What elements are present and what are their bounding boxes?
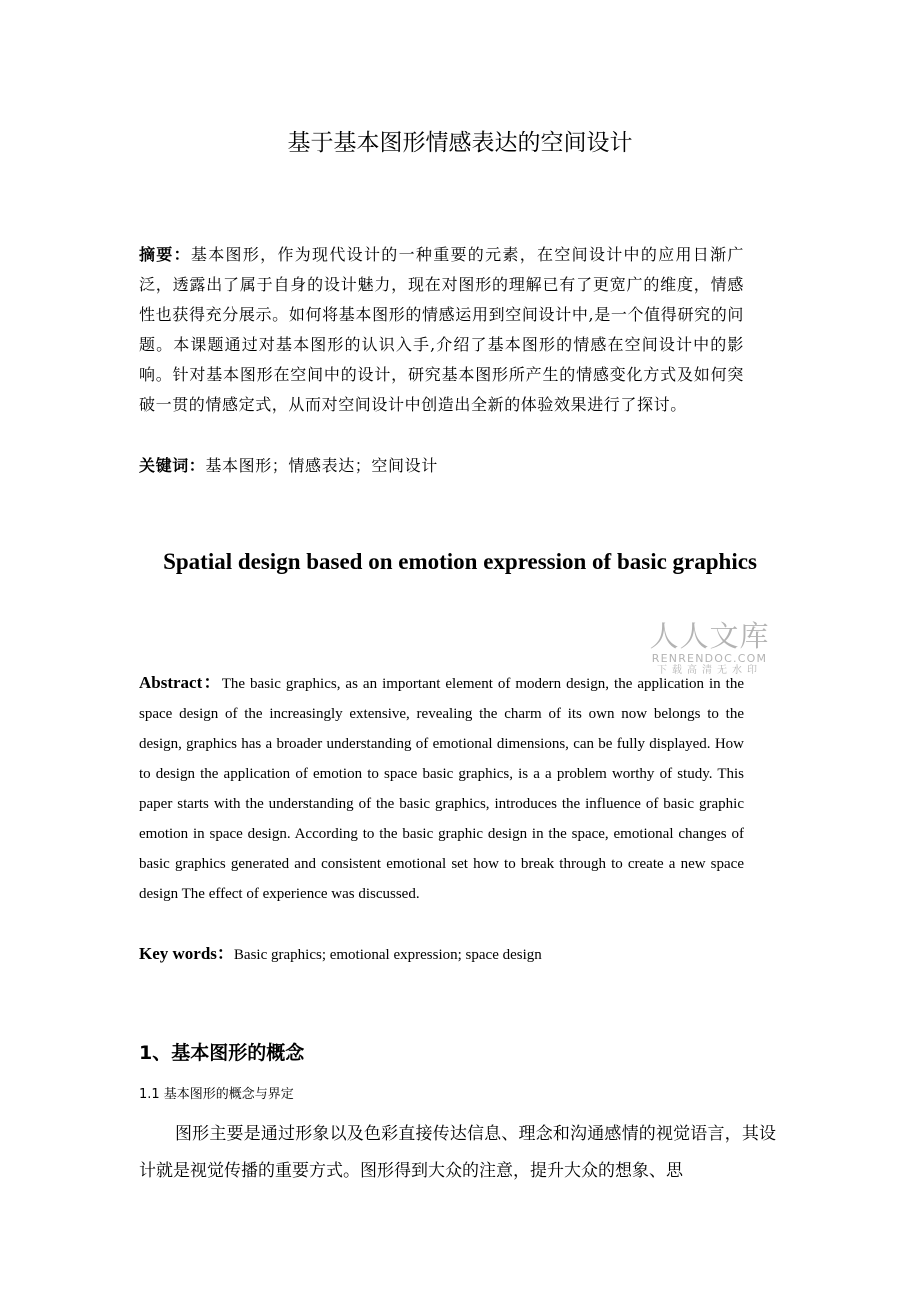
watermark-main: 人人文库 [649, 619, 770, 653]
abstract-cn [139, 240, 744, 420]
page-title-cn: 基于基本图形情感表达的空间设计 [287, 130, 633, 156]
abstract-en [139, 668, 744, 909]
keywords-en-label: Key words： [139, 944, 234, 963]
page-title-en: Spatial design based on emotion expression of basic graphics [163, 549, 757, 574]
keywords-en [139, 940, 542, 969]
keywords-cn-label: 关键词： [139, 456, 206, 475]
abstract-cn-text: 基本图形，作为现代设计的一种重要的元素，在空间设计中的应用日渐广泛，透露出了属于自身的设计魅力，现在对图形的理解已有了更宽广的维度，情感性也获得充分展示。如何将基本图形的情感运用到空间设计中,是一个值得研究的问题。本课题通过对基本图形的认识入手,介绍了基本图形的情感在空间设计中的影响。针对基本图形在空间中的设计，研究基本图形所产生的情感变化方式及如何突破一贯的情感定式，从而对空间设计中创造出全新的体验效果进行了探讨。 [139, 245, 744, 414]
watermark-url: RENRENDOC.COM [651, 652, 768, 665]
watermark-sub: 下载高清无水印 [657, 665, 762, 676]
body-paragraph: 图形主要是通过形象以及色彩直接传达信息、理念和沟通感情的视觉语言，其设计就是视觉传播的重要方式。图形得到大众的注意，提升大众的想象、思 [139, 1124, 776, 1181]
keywords-cn [139, 452, 438, 480]
keywords-en-text: Basic graphics; emotional expression; space design [233, 947, 542, 963]
subsection-heading-1-1: 1.1 基本图形的概念与界定 [139, 1087, 294, 1102]
abstract-en-label: Abstract： [139, 673, 222, 692]
section-heading-1: 1、基本图形的概念 [139, 1042, 305, 1064]
abstract-cn-label: 摘要： [139, 245, 191, 264]
keywords-cn-text: 基本图形；情感表达；空间设计 [205, 456, 438, 475]
abstract-en-text: The basic graphics, as an important element of modern design, the application in the space design of the increasingly extensive, revealing the charm of its own now belongs to the design, graphics has a broader understanding of emotional dimensions, can be fully displayed. How to design the application of emotion to space basic graphics, is a a problem worthy of study. This paper starts with the understanding of the basic graphics, introduces the influence of basic graphic emotion in space design. According to the basic graphic design in the space, emotional changes of basic graphics generated and consistent emotional set how to break through to create a new space design The effect of experience was discussed. [139, 676, 744, 902]
